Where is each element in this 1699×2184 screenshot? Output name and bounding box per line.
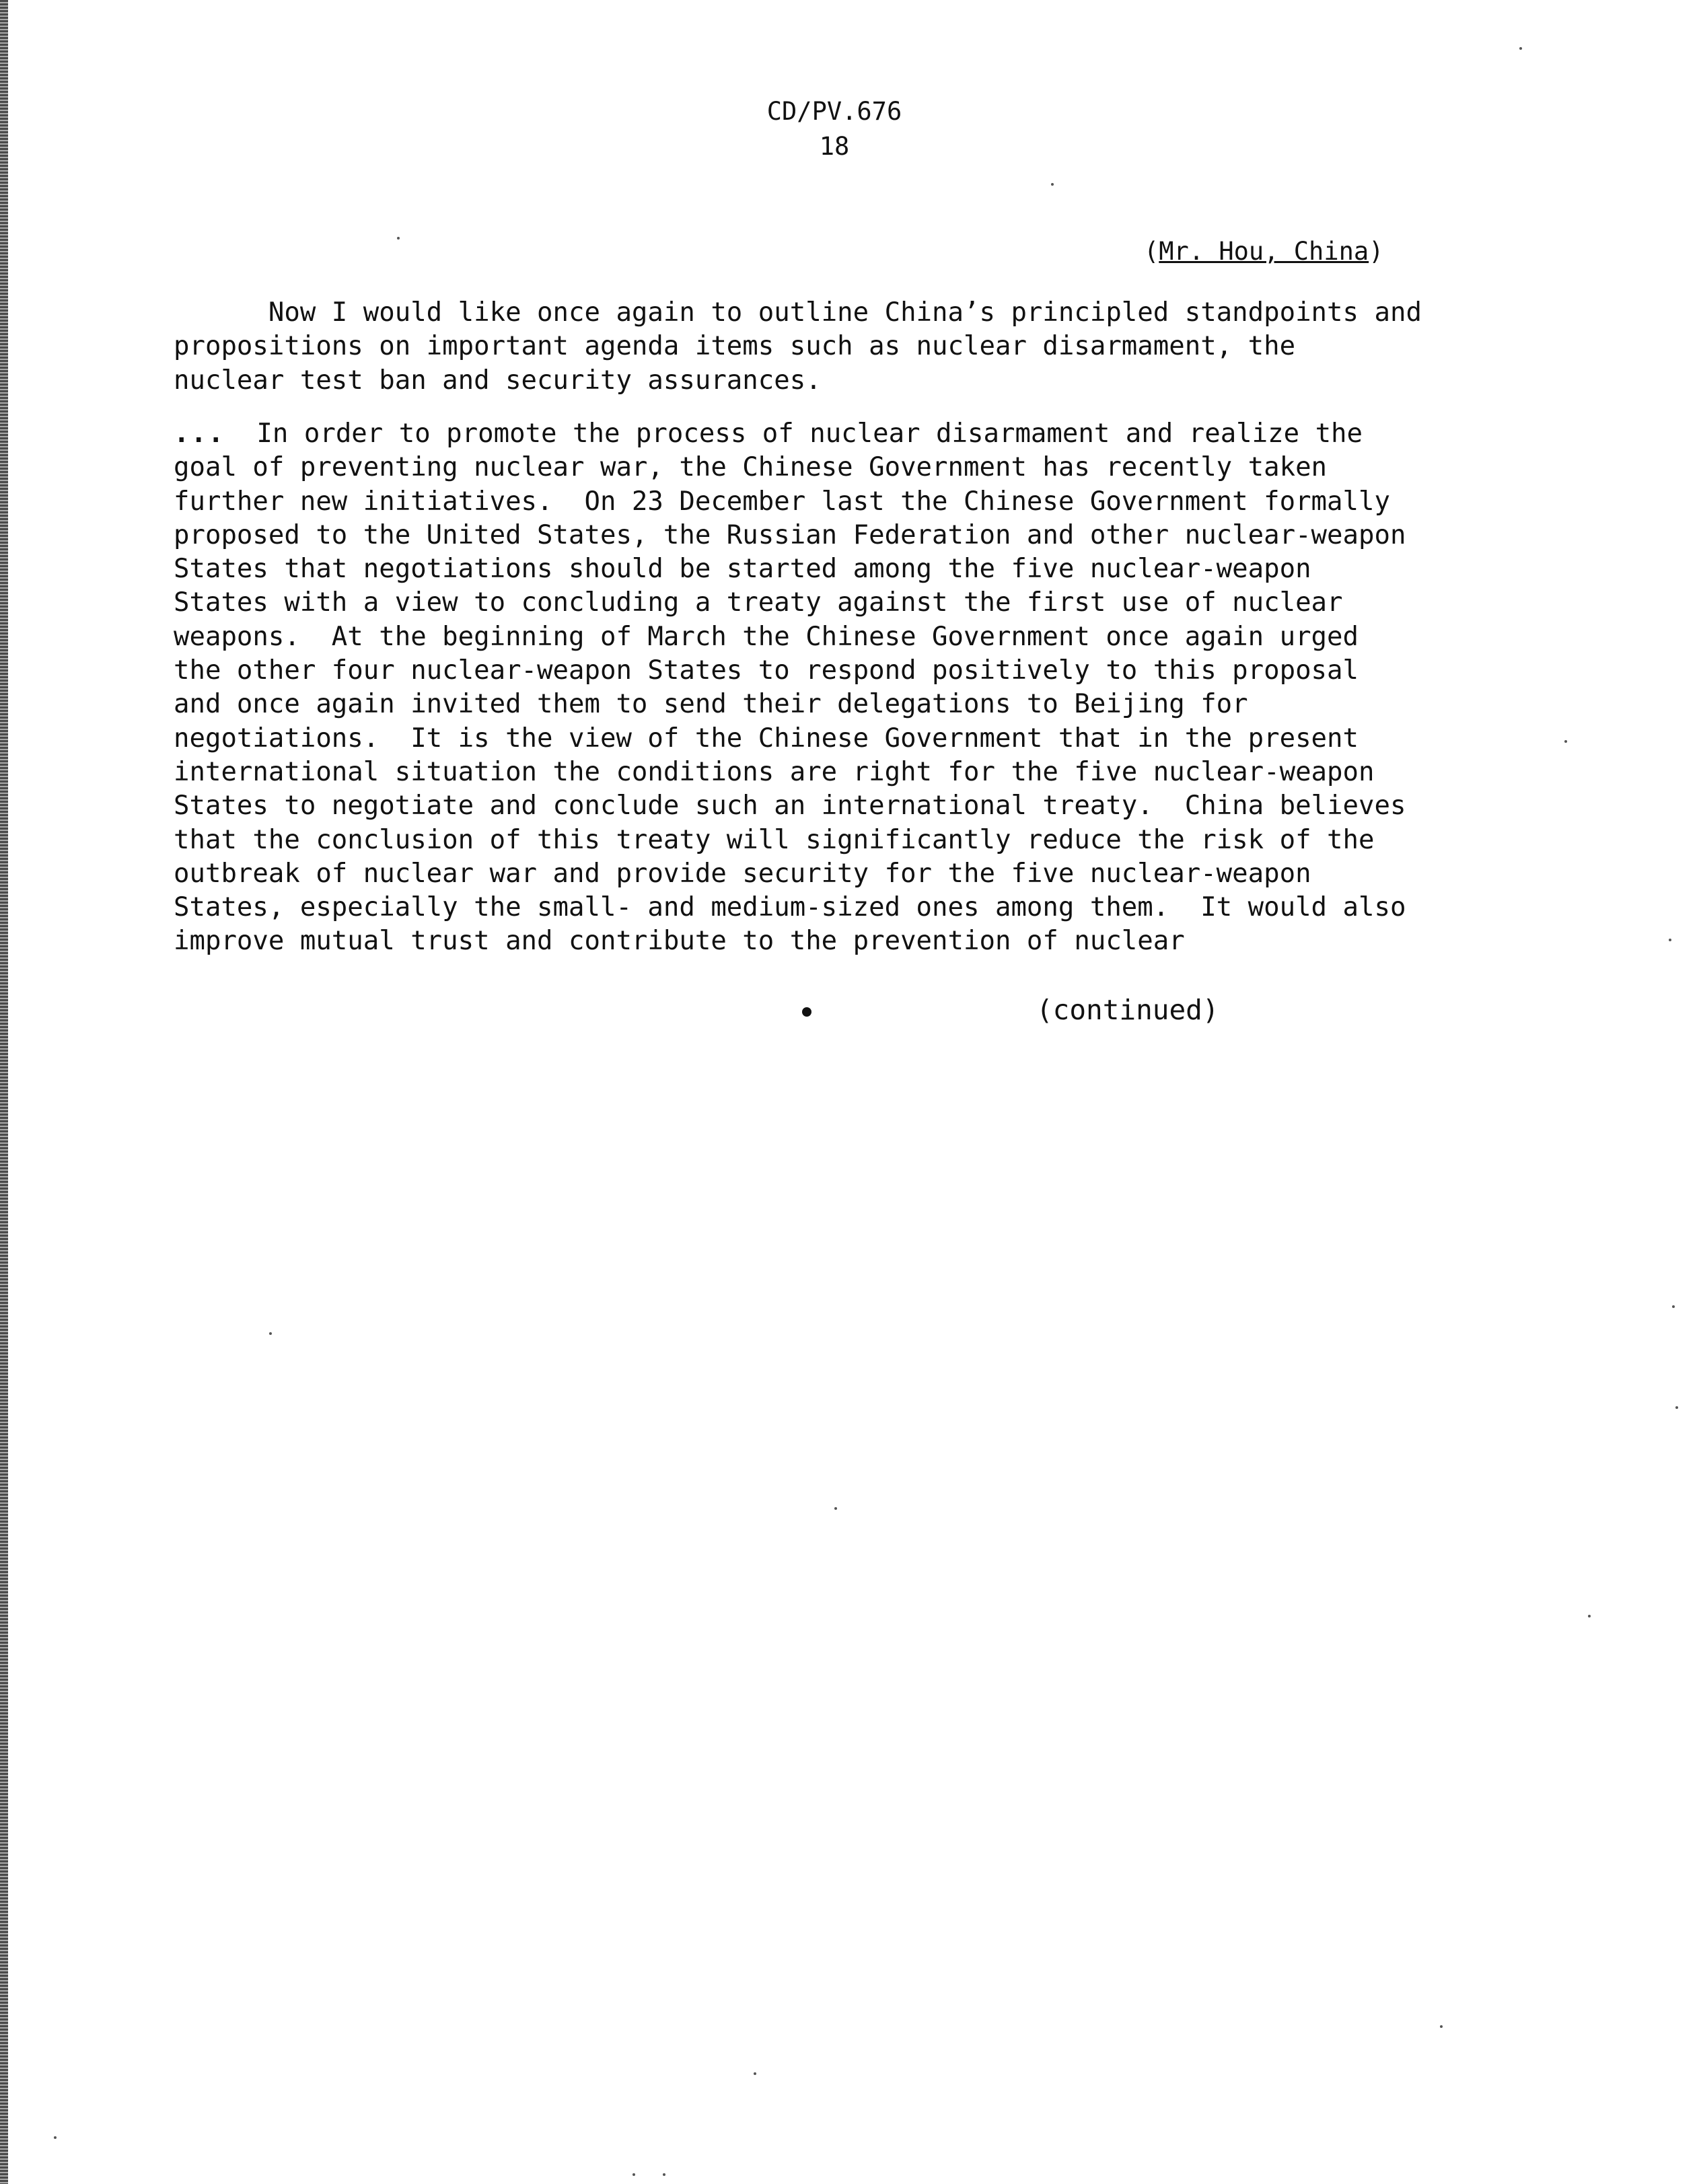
- paragraph-line: that the conclusion of this treaty will significantly reduce the risk of the: [174, 824, 1375, 855]
- page-header: [740, 94, 929, 164]
- scan-speck: [632, 2173, 635, 2176]
- scan-speck: [663, 2173, 665, 2176]
- paragraph-line: improve mutual trust and contribute to the prevention of nuclear: [174, 926, 1185, 957]
- scan-binding-edge: [0, 0, 8, 2184]
- paragraph-line: and once again invited them to send their delegations to Beijing for: [174, 689, 1248, 720]
- paragraph-line: States with a view to concluding a treaty against the first use of nuclear: [174, 587, 1343, 618]
- scan-speck: [269, 1332, 272, 1335]
- paragraph-line: further new initiatives. On 23 December last the Chinese Government formally: [174, 486, 1390, 517]
- paragraph-line: negotiations. It is the view of the Chinese Government that in the present: [174, 723, 1359, 754]
- continued-note: (continued): [1036, 994, 1219, 1026]
- scan-speck: [1588, 1615, 1591, 1617]
- speaker-open-paren: (: [1144, 237, 1159, 266]
- bullet-dot-icon: [802, 1007, 811, 1017]
- scan-speck: [397, 237, 400, 240]
- document-code: CD/PV.676: [766, 97, 902, 126]
- paragraph-line: nuclear test ban and security assurances.: [174, 365, 822, 396]
- paragraph-line: States that negotiations should be started among the five nuclear-weapon: [174, 554, 1311, 585]
- paragraph-line: States, especially the small- and medium-sized ones among them. It would also: [174, 892, 1406, 923]
- paragraph-1: [174, 296, 1533, 398]
- paragraph-line: outbreak of nuclear war and provide security for the five nuclear-weapon: [174, 858, 1311, 889]
- scan-speck: [1440, 2025, 1443, 2028]
- speaker-close-paren: ): [1369, 237, 1384, 266]
- paragraph-line: propositions on important agenda items such as nuclear disarmament, the: [174, 331, 1296, 362]
- scan-speck: [834, 1507, 837, 1510]
- paragraph-line: the other four nuclear-weapon States to respond positively to this proposal: [174, 655, 1359, 686]
- speaker-attribution: [1144, 234, 1383, 269]
- scan-speck: [1519, 47, 1522, 50]
- paragraph-line: weapons. At the beginning of March the Chinese Government once again urged: [174, 621, 1359, 652]
- paragraph-first-line-text: In order to promote the process of nuclear disarmament and realize the: [225, 418, 1363, 449]
- paragraph-2: [174, 417, 1533, 959]
- page-number: 18: [819, 132, 850, 161]
- scan-speck: [754, 2072, 756, 2075]
- ellipsis-mark: ...: [174, 418, 225, 449]
- speaker-name: Mr. Hou, China: [1159, 237, 1369, 266]
- scan-speck: [1564, 740, 1567, 743]
- scan-speck: [1675, 1406, 1678, 1409]
- paragraph-line: proposed to the United States, the Russian Federation and other nuclear-weapon: [174, 519, 1406, 550]
- scan-speck: [1051, 183, 1054, 186]
- paragraph-line: States to negotiate and conclude such an international treaty. China believes: [174, 791, 1406, 822]
- scan-speck: [54, 2136, 57, 2139]
- paragraph-first-line: [174, 417, 1533, 451]
- scan-speck: [1669, 939, 1671, 941]
- paragraph-line: Now I would like once again to outline China’s principled standpoints and: [174, 297, 1422, 328]
- scan-speck: [1672, 1305, 1675, 1308]
- paragraph-line: goal of preventing nuclear war, the Chinese Government has recently taken: [174, 452, 1328, 483]
- paragraph-line: international situation the conditions are right for the five nuclear-weapon: [174, 756, 1375, 787]
